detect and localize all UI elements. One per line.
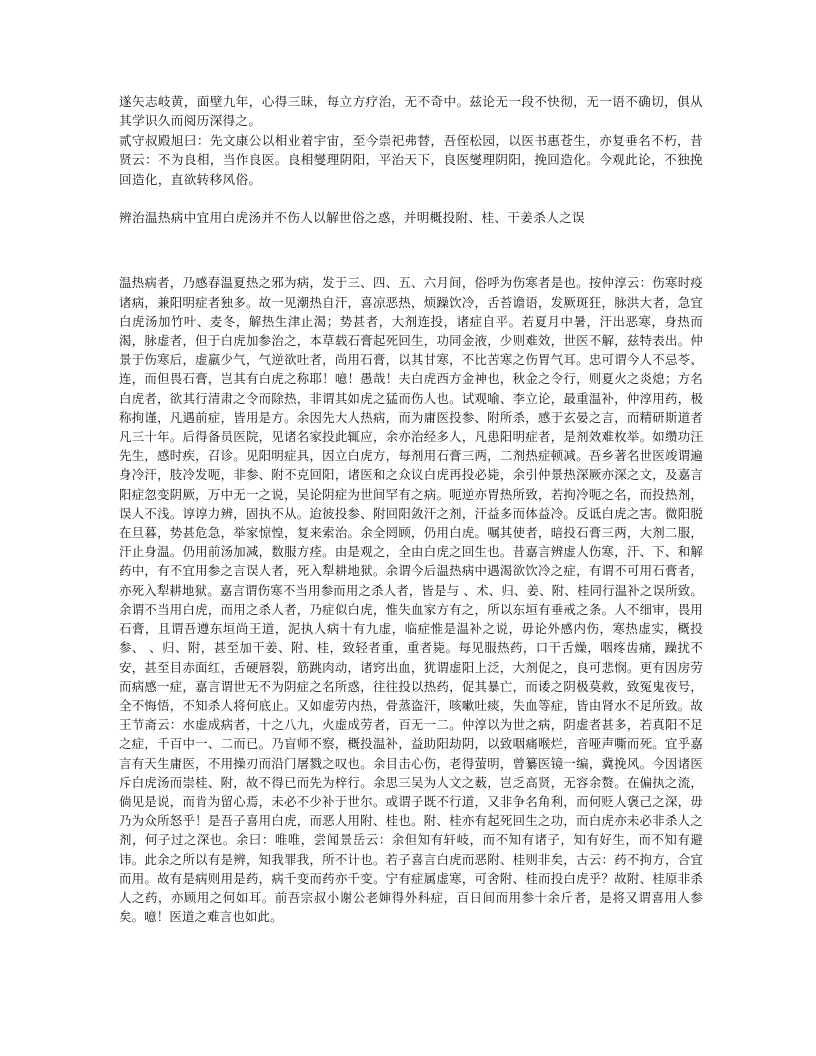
paragraph-intro-2: 贰守叔殿旭曰：先文康公以相业着宇宙，至今崇祀弗替，吾侄松园，以医书惠苍生，亦复垂名不朽，昔贤云：不为良相，当作良医。良相燮理阴阳，平治天下，良医燮理阴阳，挽回造化。今观此论，不独挽回造化，直欲转移风俗。 xyxy=(119,132,703,187)
paragraph-intro-1: 遂矢志岐黄，面壁九年，心得三昧，每立方疗治，无不奇中。兹论无一段不快彻，无一语不确切，俱从其学识久而阅历深得之。 xyxy=(119,94,703,129)
document-page xyxy=(119,92,703,926)
section-body: 温热病者，乃感春温夏热之邪为病，发于三、四、五、六月间，俗呼为伤寒者是也。按仲淳云：伤寒时疫诸病，兼阳明症者独多。故一见潮热自汗，喜凉恶热，烦躁饮冷，舌苔谵语，发厥斑狂，脉洪大者，急宜白虎汤加竹叶、麦冬，解热生津止渴；势甚者，大剂连投，诸症自平。若夏月中暑，汗出恶寒，身热而渴，脉虚者，但于白虎加参治之，本草载石膏起死回生，功同金液，少则难效，世医不解，兹特表出。仲景于伤寒后，虚羸少气，气逆欲吐者，尚用石膏，以其甘寒，不比苦寒之伤胃气耳。忠可谓今人不忌苓、连，而但畏石膏，岂其有白虎之称耶！噫！愚哉！夫白虎西方金神也，秋金之令行，则夏火之炎熄；方名白虎者，欲其行清肃之令而除热，非谓其如虎之猛而伤人也。试观喻、李立论，最重温补，仲淳用药，极称拘谨，凡遇前症，皆用是方。余因先大人热病，而为庸医投参、附所杀，感于玄晏之言，而精研斯道者凡三十年。后得备员医院，见诸名家投此辄应，余亦治经多人，凡患阳明症者，是剂效难枚举。如缵功汪先生，感时疾，召诊。见阳明症具，因立白虎方，每剂用石膏三两，二剂热症顿减。吾乡著名世医竣谓遍身冷汗，肢冷发呃，非参、附不克回阳，诸医和之众议白虎再投必毙，余引仲景热深厥亦深之文，及嘉言阳症忽变阴厥，万中无一之说，吴论阴症为世间罕有之病。呃逆亦胃热所致，若拘冷呃之名，而投热剂，误人不浅。谆谆力辨，固执不从。迨彼投参、附回阳敛汗之剂，汗益多而体益冷。反诋白虎之害。微阳脱在旦暮，势甚危急，举家惊惶，复来索治。余全罔顾，仍用白虎。嘱其使者，暗投石膏三两，大剂二服，汗止身温。仍用前汤加减，数服方痊。由是观之，全由白虎之回生也。昔嘉言辨虚人伤寒，汗、下、和解药中，有不宜用参之言误人者，死入犁耕地狱。余谓今后温热病中遇渴欲饮冷之症，有谓不可用石膏者，亦死入犁耕地狱。嘉言谓伤寒不当用参而用之杀人者，皆是与 、术、归、姜、附、桂同行温补之误所致。余谓不当用白虎，而用之杀人者，乃症似白虎，惟失血家方有之，所以东垣有垂戒之条。人不细审，畏用石膏，且谓吾遵东垣尚王道，泥执人病十有九虚，临症惟是温补之说，毋论外感内伤，寒热虚实，概投参、 、归、附，甚至加干姜、附、桂，致轻者重，重者毙。每见服热药，口干舌燥，咽疼齿痛，躁扰不安，甚至目赤面红，舌硬唇裂，筋跳肉动，诸窍出血，犹谓虚阳上泛，大剂促之，良可悲悯。更有因房劳而病感一症，嘉言谓世无不为阴症之名所惑，往往投以热药，促其暴亡，而诿之阴极莫救，致冤鬼夜号，全不悔悟，不知杀人将何底止。又如虚劳内热，骨蒸盗汗，咳嗽吐痰，失血等症，皆由肾水不足所致。故王节斋云：水虚成病者，十之八九，火虚成劳者，百无一二。仲淳以为世之病，阴虚者甚多，若真阳不足之症，千百中一、二而已。乃盲师不察，概投温补，益助阳劫阴，以致咽痛喉烂，音哑声嘶而死。宜乎嘉言有天生庸医，不用操刃而沿门屠戮之叹也。余目击心伤，老得萤明，曾纂医镜一编，冀挽风。今因诸医斥白虎汤而崇桂、附，故不得已而先为梓行。余思三吴为人文之薮，岂乏高贤，无容余赘。在偏执之流，倘见是说，而肯为留心焉，未必不少补于世尔。或谓子既不行道，又非争名角利，而何贬人褒己之深，毋乃为众所怒乎！是吾子喜用白虎，而恶人用附、桂也。附、桂亦有起死回生之功，而白虎亦未必非杀人之剂，何子过之深也。余曰：唯唯，尝闻景岳云：余但知有轩岐，而不知有诸子，知有好生，而不知有避讳。此余之所以有是辨，知我罪我，所不计也。若子喜言白虎而恶附、桂则非矣，古云：药不拘方，合宜而用。故有是病则用是药，病千变而药亦千变。宁有症属虚寒，可舍附、桂而投白虎乎？故附、桂原非杀人之药，亦顾用之何如耳。前吾宗叔小谢公老婶得外科症，百日间而用参十余斤者，是将又谓喜用人参矣。噫！医道之难言也如此。 xyxy=(119,275,703,925)
section-heading: 辨治温热病中宜用白虎汤并不伤人以解世俗之惑，并明概投附、桂、干姜杀人之误 xyxy=(119,210,585,226)
